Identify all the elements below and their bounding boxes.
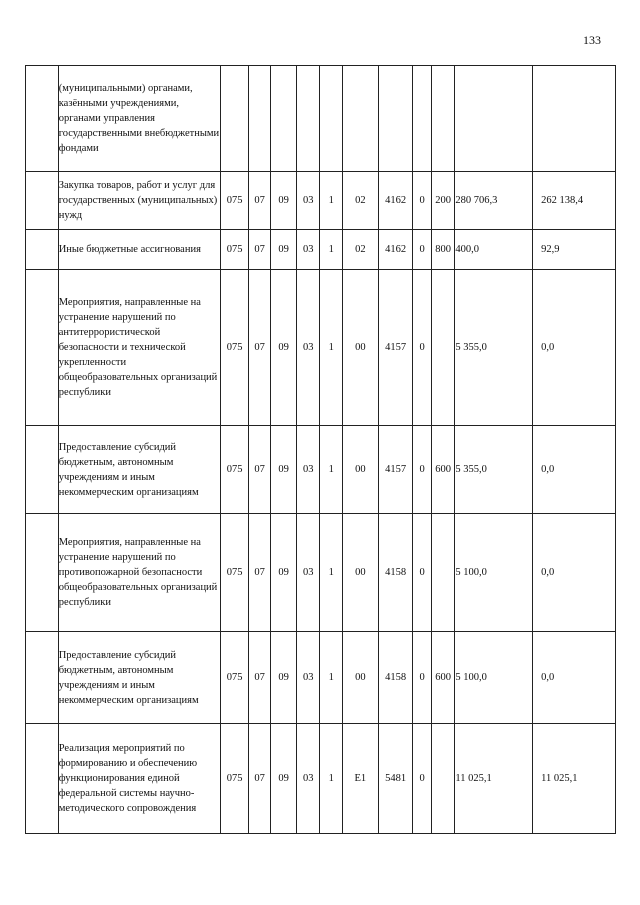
code-cell (320, 66, 342, 172)
row-name-cell: Реализация мероприятий по формированию и обеспечению функционирования единой федеральной системы научно-методического сопровождения (58, 724, 221, 834)
row-name-cell: Предоставление субсидий бюджетным, автономным учреждениям и иным некоммерческим организациям (58, 426, 221, 514)
code-cell: 0 (413, 172, 431, 230)
amount-executed-cell: 0,0 (533, 426, 616, 514)
amount-planned-cell: 280 706,3 (455, 172, 533, 230)
code-cell: 00 (342, 632, 378, 724)
code-cell: 0 (413, 514, 431, 632)
row-name-cell: (муниципальными) органами, казёнными учреждениями, органами управления государственными внебюджетными фондами (58, 66, 221, 172)
amount-executed-cell: 0,0 (533, 270, 616, 426)
code-cell: 075 (221, 724, 249, 834)
amount-planned-cell: 400,0 (455, 230, 533, 270)
code-cell: 00 (342, 514, 378, 632)
page-number: 133 (583, 33, 601, 47)
row-number-cell (26, 270, 59, 426)
code-cell: 075 (221, 230, 249, 270)
code-cell: 09 (271, 514, 297, 632)
code-cell: 4158 (378, 514, 413, 632)
code-cell: 075 (221, 270, 249, 426)
code-cell (431, 66, 455, 172)
row-number-cell (26, 514, 59, 632)
code-cell: 09 (271, 230, 297, 270)
row-name-cell: Закупка товаров, работ и услуг для государственных (муниципальных) нужд (58, 172, 221, 230)
code-cell: 075 (221, 632, 249, 724)
code-cell: 4157 (378, 270, 413, 426)
code-cell (431, 270, 455, 426)
code-cell: 07 (248, 724, 270, 834)
amount-executed-cell: 0,0 (533, 632, 616, 724)
code-cell: 1 (320, 172, 342, 230)
code-cell: 200 (431, 172, 455, 230)
code-cell: 5481 (378, 724, 413, 834)
code-cell: 1 (320, 230, 342, 270)
row-number-cell (26, 230, 59, 270)
code-cell: 02 (342, 230, 378, 270)
code-cell (378, 66, 413, 172)
code-cell: 07 (248, 172, 270, 230)
amount-planned-cell: 5 355,0 (455, 270, 533, 426)
code-cell: 07 (248, 632, 270, 724)
code-cell: 09 (271, 724, 297, 834)
code-cell: 09 (271, 426, 297, 514)
code-cell: 00 (342, 270, 378, 426)
row-name-cell: Иные бюджетные ассигнования (58, 230, 221, 270)
row-number-cell (26, 632, 59, 724)
code-cell: 4157 (378, 426, 413, 514)
code-cell: 02 (342, 172, 378, 230)
code-cell (413, 66, 431, 172)
amount-executed-cell: 11 025,1 (533, 724, 616, 834)
table-row (26, 724, 616, 834)
code-cell: 0 (413, 230, 431, 270)
code-cell: 03 (296, 172, 320, 230)
code-cell: 4162 (378, 172, 413, 230)
code-cell (431, 514, 455, 632)
amount-planned-cell: 5 100,0 (455, 632, 533, 724)
budget-table (25, 65, 616, 834)
code-cell: 600 (431, 426, 455, 514)
amount-planned-cell: 5 355,0 (455, 426, 533, 514)
code-cell: 075 (221, 172, 249, 230)
row-number-cell (26, 724, 59, 834)
code-cell: 03 (296, 270, 320, 426)
code-cell (271, 66, 297, 172)
code-cell: 09 (271, 632, 297, 724)
amount-planned-cell (455, 66, 533, 172)
code-cell (221, 66, 249, 172)
code-cell: 1 (320, 632, 342, 724)
code-cell: 07 (248, 426, 270, 514)
code-cell: 075 (221, 426, 249, 514)
code-cell: 800 (431, 230, 455, 270)
code-cell: 09 (271, 172, 297, 230)
amount-planned-cell: 5 100,0 (455, 514, 533, 632)
code-cell: 07 (248, 230, 270, 270)
amount-executed-cell: 92,9 (533, 230, 616, 270)
code-cell: 07 (248, 514, 270, 632)
row-number-cell (26, 172, 59, 230)
code-cell: 03 (296, 724, 320, 834)
row-name-cell: Мероприятия, направленные на устранение нарушений по антитеррористической безопасности и технической укрепленности общеобразовательных организаций республики (58, 270, 221, 426)
table-row (26, 632, 616, 724)
code-cell: 0 (413, 270, 431, 426)
code-cell: 0 (413, 632, 431, 724)
code-cell: 1 (320, 270, 342, 426)
code-cell: 00 (342, 426, 378, 514)
row-number-cell (26, 66, 59, 172)
amount-executed-cell: 0,0 (533, 514, 616, 632)
code-cell: 1 (320, 426, 342, 514)
code-cell: E1 (342, 724, 378, 834)
amount-executed-cell (533, 66, 616, 172)
table-row (26, 426, 616, 514)
code-cell: 4158 (378, 632, 413, 724)
code-cell: 600 (431, 632, 455, 724)
row-name-cell: Мероприятия, направленные на устранение нарушений по противопожарной безопасности общеобразовательных организаций республики (58, 514, 221, 632)
code-cell: 0 (413, 426, 431, 514)
code-cell: 4162 (378, 230, 413, 270)
table-row (26, 514, 616, 632)
code-cell (342, 66, 378, 172)
row-number-cell (26, 426, 59, 514)
code-cell (248, 66, 270, 172)
code-cell: 1 (320, 514, 342, 632)
code-cell: 0 (413, 724, 431, 834)
code-cell (296, 66, 320, 172)
table-row (26, 270, 616, 426)
code-cell: 075 (221, 514, 249, 632)
code-cell: 03 (296, 514, 320, 632)
code-cell (431, 724, 455, 834)
table-row (26, 230, 616, 270)
code-cell: 03 (296, 632, 320, 724)
amount-planned-cell: 11 025,1 (455, 724, 533, 834)
code-cell: 07 (248, 270, 270, 426)
table-row (26, 172, 616, 230)
code-cell: 03 (296, 230, 320, 270)
amount-executed-cell: 262 138,4 (533, 172, 616, 230)
table-row (26, 66, 616, 172)
code-cell: 1 (320, 724, 342, 834)
row-name-cell: Предоставление субсидий бюджетным, автономным учреждениям и иным некоммерческим организациям (58, 632, 221, 724)
code-cell: 03 (296, 426, 320, 514)
code-cell: 09 (271, 270, 297, 426)
